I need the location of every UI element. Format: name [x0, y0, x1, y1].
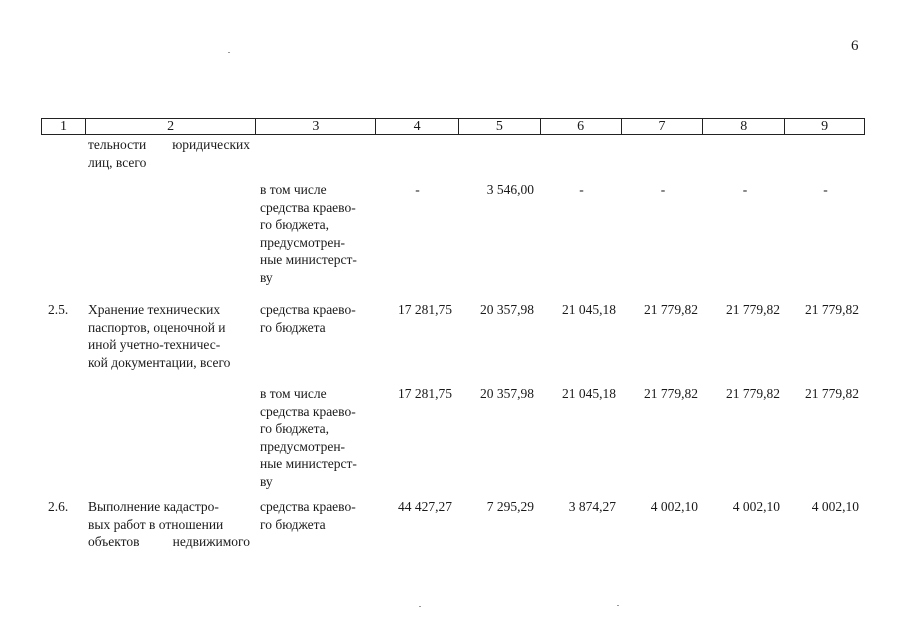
funding-source-line: в том числе	[260, 182, 327, 197]
value-col-4: 17 281,75	[398, 302, 452, 317]
row-number: 2.5.	[48, 302, 69, 317]
funding-source-line: предусмотрен-	[260, 438, 346, 454]
value-col-7: 4 002,10	[650, 499, 698, 514]
row-description-line: иной учетно-техничес-	[88, 337, 221, 352]
value-col-8: 21 779,82	[726, 386, 780, 401]
header-col-8: 8	[703, 119, 785, 134]
value-col-7: 21 779,82	[644, 302, 698, 317]
header-col-9: 9	[821, 119, 829, 134]
value-col-5: 20 357,98	[480, 302, 534, 317]
row-description-line: кой документации, всего	[88, 354, 231, 370]
value-col-5: 3 546,00	[486, 182, 534, 197]
header-col-1: 1	[42, 119, 86, 134]
continued-description: тельности юридических лиц, всего	[88, 137, 250, 170]
funding-source-line: го бюджета,	[260, 217, 330, 232]
value-col-7: 21 779,82	[644, 386, 698, 401]
value-col-4: -	[415, 182, 420, 197]
funding-source-line: средства краево-	[260, 499, 356, 514]
column-header-row	[41, 118, 865, 135]
header-col-3: 3	[256, 119, 376, 134]
header-col-7: 7	[622, 119, 704, 134]
row-description-line: вых работ в отношении	[88, 516, 224, 532]
funding-source-line: в том числе	[260, 386, 327, 401]
row-description	[88, 301, 250, 371]
value-col-6: 21 045,18	[562, 302, 616, 317]
value-col-4: 44 427,27	[398, 499, 452, 514]
value-col-5: 7 295,29	[486, 499, 534, 514]
row-description	[88, 498, 250, 551]
funding-source-line: средства краево-	[260, 199, 356, 215]
value-col-8: 21 779,82	[726, 302, 780, 317]
funding-source-line: ву	[260, 473, 273, 489]
value-col-6: -	[579, 182, 584, 197]
header-col-5: 5	[459, 119, 541, 134]
funding-source-line: го бюджета	[260, 516, 326, 532]
value-col-9: -	[823, 182, 828, 197]
funding-source-line: предусмотрен-	[260, 234, 346, 250]
row-description-line: Хранение технических	[88, 302, 221, 317]
row-description-line: объектов недвижимого	[88, 534, 250, 549]
scan-speck	[228, 52, 230, 53]
row-number: 2.6.	[48, 499, 69, 514]
value-col-8: -	[742, 182, 748, 197]
scan-speck	[617, 605, 619, 606]
value-col-6: 21 045,18	[562, 386, 616, 401]
row-description-line: Выполнение кадастро-	[88, 499, 219, 514]
value-col-6: 3 874,27	[568, 499, 616, 514]
funding-source-line: го бюджета,	[260, 421, 330, 436]
value-col-5: 20 357,98	[480, 386, 534, 401]
value-col-9: 21 779,82	[805, 386, 859, 401]
header-col-6: 6	[541, 119, 622, 134]
funding-source-line: ные министерст-	[260, 456, 357, 471]
value-col-9: 4 002,10	[811, 499, 859, 514]
row-description-line: паспортов, оценочной и	[88, 319, 226, 335]
funding-source	[260, 385, 370, 490]
value-col-9: 21 779,82	[805, 302, 859, 317]
funding-source	[260, 181, 370, 286]
header-col-2: 2	[86, 119, 257, 134]
funding-source-line: средства краево-	[260, 302, 356, 317]
value-col-8: 4 002,10	[732, 499, 780, 514]
header-col-4: 4	[376, 119, 459, 134]
funding-source	[260, 498, 370, 533]
funding-source-line: ные министерст-	[260, 252, 357, 267]
page-number: 6	[851, 38, 859, 54]
funding-source-line: ву	[260, 269, 273, 285]
funding-source-line: средства краево-	[260, 403, 356, 419]
value-col-4: 17 281,75	[398, 386, 452, 401]
funding-source	[260, 301, 370, 336]
value-col-7: -	[660, 182, 666, 197]
scan-speck	[419, 606, 421, 607]
funding-source-line: го бюджета	[260, 319, 326, 335]
